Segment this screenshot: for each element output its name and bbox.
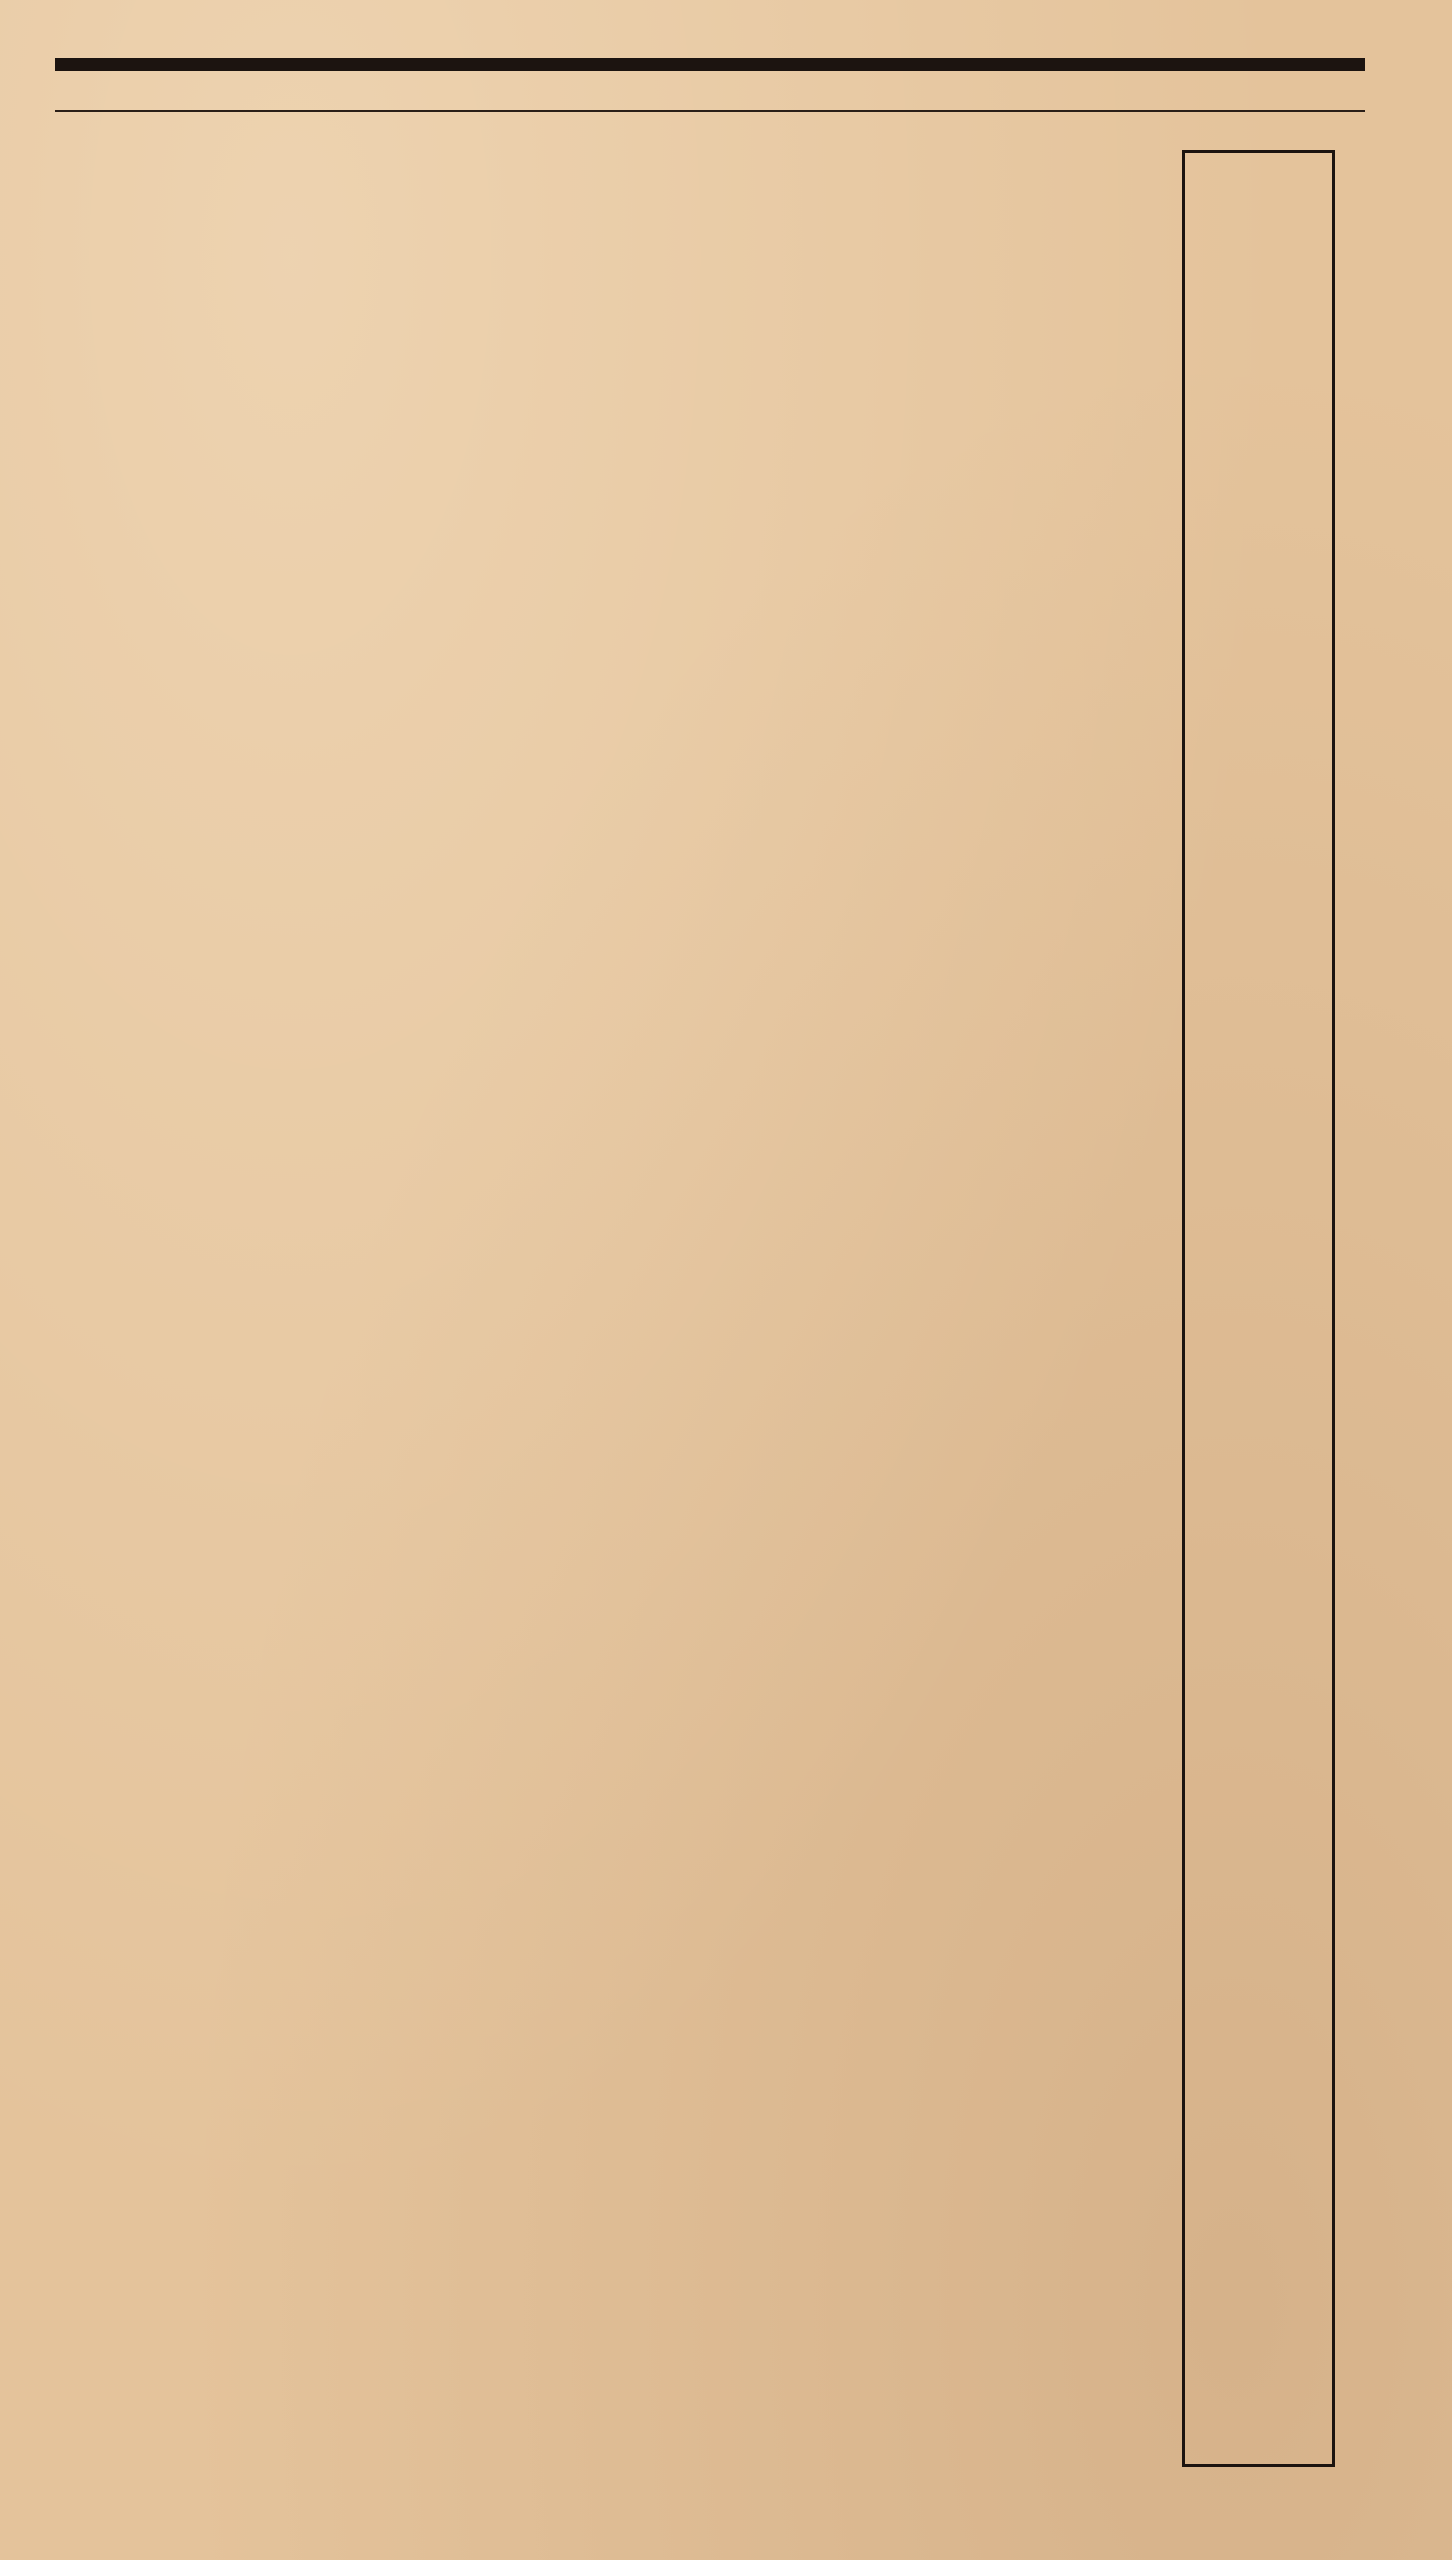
page-number [68, 110, 128, 150]
appropriations-table [105, 150, 1335, 2467]
table-body [107, 152, 1184, 2466]
footnotes [70, 150, 95, 2450]
rotated-table-page [70, 150, 1335, 2450]
header-rule [55, 58, 1365, 71]
table-header-row [1259, 152, 1334, 2466]
table-subheader-row [1184, 152, 1259, 2466]
header-thin-rule [55, 110, 1365, 112]
